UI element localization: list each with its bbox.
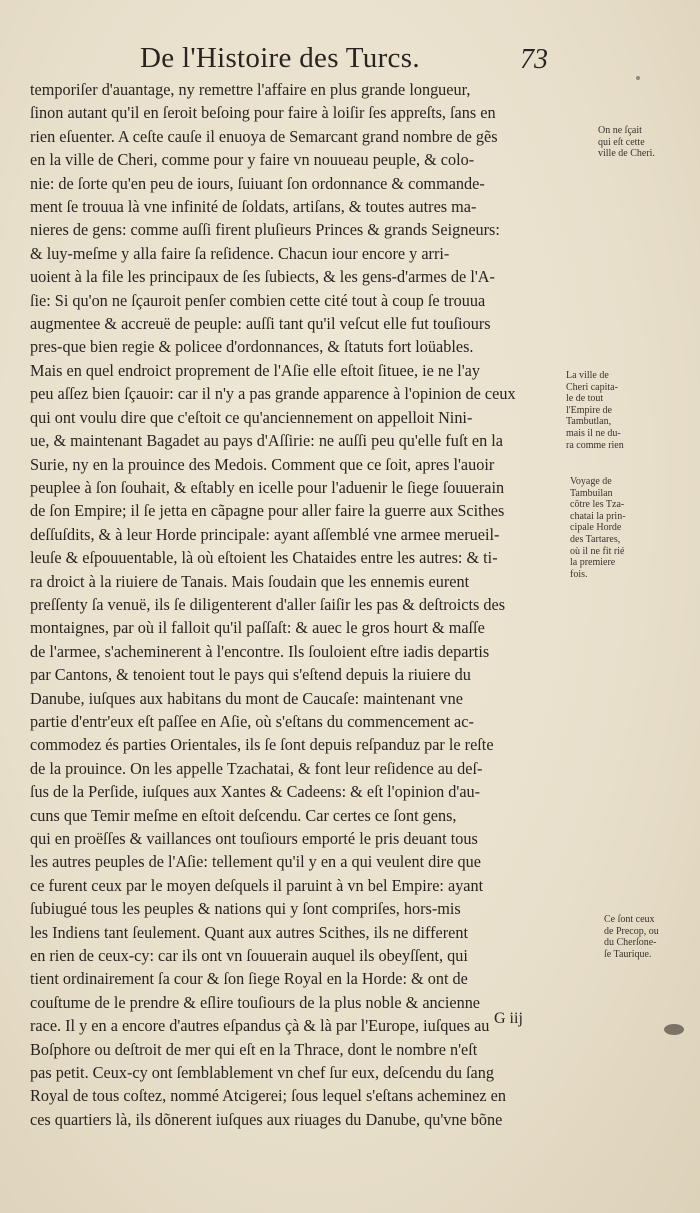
ink-stain <box>664 1024 684 1035</box>
margin-note-line: Ce ſont ceux <box>604 914 655 925</box>
text-line: peu aſſez bien ſçauoir: car il n'y a pas grande apparence à l'opinion de ceux <box>30 384 516 404</box>
text-line: Surie, ny en la prouince des Medois. Comment que ce ſoit, apres l'auoir <box>30 454 495 474</box>
text-line: ſus de la Perſide, iuſques aux Xantes & Cadeens: & eſt l'opinion d'au- <box>30 782 481 802</box>
margin-note-line: du Cherſone- <box>604 937 657 949</box>
margin-note-voyage <box>570 476 652 580</box>
margin-note-cheri <box>598 125 680 160</box>
ink-dot <box>636 76 640 80</box>
text-line: rien eſuenter. A ceſte cauſe il enuoya de Semarcant grand nombre de gẽs <box>30 126 498 146</box>
margin-note-line: la premiere <box>570 557 616 569</box>
text-line: ces quartiers là, ils dõnerent iuſques aux riuages du Danube, qu'vne bõne <box>30 1109 503 1129</box>
text-line: Mais en quel endroict proprement de l'Aſie elle eſtoit ſituee, ie ne l'ay <box>30 360 481 380</box>
margin-note-line: le de tout <box>566 393 604 405</box>
text-line: Boſphore ou deſtroit de mer qui eſt en la Thrace, dont le nombre n'eſt <box>30 1039 478 1059</box>
margin-note-line: Voyage de <box>570 476 612 487</box>
text-line: uoient à la file les principaux de ſes ſubiects, & les gens-d'armes de l'A- <box>30 267 495 287</box>
margin-note-line: fois. <box>570 568 588 580</box>
text-line: nieres de gens: comme auſſi firent pluſieurs Princes & grands Seigneurs: <box>30 220 500 240</box>
margin-note-line: Cheri capita- <box>566 381 618 393</box>
text-line: ue, & maintenant Bagadet au pays d'Aſſirie: ne auſſi peu qu'elle fuſt en la <box>30 431 504 451</box>
margin-note-line: l'Empire de <box>566 404 612 416</box>
main-text-block <box>30 78 590 1131</box>
text-line: deſſuſdits, & à leur Horde principale: ayant aſſemblé vne armee merueil- <box>30 524 500 544</box>
text-line: ment ſe trouua là vne infinité de ſoldats, artiſans, & toutes autres ma- <box>30 197 477 217</box>
margin-note-line: mais il ne du- <box>566 427 621 439</box>
margin-note-line: où il ne fit rié <box>570 545 625 557</box>
text-line: tient ordinairement ſa cour & ſon ſiege Royal en la Horde: & ont de <box>30 969 468 989</box>
text-line: en la ville de Cheri, comme pour y faire vn nouueau peuple, & colo- <box>30 150 475 170</box>
text-line: Royal de tous coſtez, nommé Atcigerei; ſous lequel s'eſtans acheminez en <box>30 1086 506 1106</box>
text-line: de la prouince. On les appelle Tzachatai, & font leur reſidence au deſ- <box>30 758 483 778</box>
text-line: pres-que bien regie & policee d'ordonnances, & ſtatuts fort loüables. <box>30 337 474 357</box>
running-header-title: De l'Histoire des Turcs. <box>140 42 420 74</box>
margin-note-line: ſe Taurique. <box>604 948 652 960</box>
text-line: montaignes, par où il falloit qu'il paſſaſt: & auec le gros hourt & maſſe <box>30 618 485 638</box>
margin-note-capital <box>566 370 648 451</box>
page-number: 73 <box>520 44 548 75</box>
text-line: les autres peuples de l'Aſie: tellement qu'il y en a qui veulent dire que <box>30 852 481 872</box>
text-line: race. Il y en a encore d'autres eſpandus çà & là par l'Europe, iuſques au <box>30 1016 490 1036</box>
text-line: ce furent ceux par le moyen deſquels il paruint à vn bel Empire: ayant <box>30 875 484 895</box>
text-line: preſſenty ſa venuë, ils ſe diligenterent d'aller ſaiſir les pas & deſtroicts des <box>30 594 506 614</box>
text-line: ſinon autant qu'il en ſeroit beſoing pour faire à loiſir ſes appreſts, ſans en <box>30 103 496 123</box>
text-line: par Cantons, & tenoient tout le pays qui s'eſtend depuis la riuiere du <box>30 665 471 685</box>
text-line: pas petit. Ceux-cy ont ſemblablement vn chef ſur eux, deſcendu du ſang <box>30 1063 495 1083</box>
text-line: qui en proëſſes & vaillances ont touſiours emporté le pris deuant tous <box>30 829 478 848</box>
margin-note-line: ville de Cheri. <box>598 148 655 160</box>
margin-note-line: On ne ſçait <box>598 125 642 136</box>
margin-note-line: cõtre les Tza- <box>570 499 625 511</box>
margin-note-line: chatai la prin- <box>570 510 626 522</box>
margin-note-line: qui eſt cette <box>598 136 645 148</box>
signature-mark: G iij <box>494 1010 523 1027</box>
text-line: en rien de ceux-cy: car ils ont vn ſouuerain auquel ils obeyſſent, qui <box>30 946 468 966</box>
text-line: temporiſer d'auantage, ny remettre l'affaire en plus grande longueur, <box>30 80 471 99</box>
text-line: Danube, iuſques aux habitans du mont de Caucaſe: maintenant vne <box>30 688 463 708</box>
text-line: couſtume de le prendre & eſlire touſiours de la plus noble & ancienne <box>30 992 481 1012</box>
margin-note-line: ra comme rien <box>566 439 624 451</box>
text-line: cuns que Temir meſme en eſtoit deſcendu. Car certes ce ſont gens, <box>30 805 457 825</box>
text-line: ſubiugué tous les peuples & nations qui y ſont compriſes, hors-mis <box>30 899 461 919</box>
margin-note-line: de Precop, ou <box>604 925 659 937</box>
text-line: leuſe & eſpouuentable, là où eſtoient les Chataides entre les autres: & ti- <box>30 548 498 568</box>
text-line: qui ont voulu dire que c'eſtoit ce qu'anciennement on appelloit Nini- <box>30 407 473 427</box>
text-line: partie d'entr'eux eſt paſſee en Aſie, où s'eſtans du commencement ac- <box>30 711 474 731</box>
text-line: ra droict à la riuiere de Tanais. Mais ſoudain que les ennemis eurent <box>30 571 470 591</box>
margin-note-line: Tambuilan <box>570 487 613 499</box>
text-line: les Indiens tant ſeulement. Quant aux autres Scithes, ils ne different <box>30 922 469 942</box>
margin-note-line: des Tartares, <box>570 533 621 545</box>
text-line: augmentee & accreuë de peuple: auſſi tant qu'il veſcut elle fut touſiours <box>30 314 491 334</box>
margin-note-line: La ville de <box>566 370 609 381</box>
text-line: de ſon Empire; il ſe jetta en cãpagne pour aller faire la guerre aux Scithes <box>30 501 505 521</box>
margin-note-precop <box>604 914 686 960</box>
text-line: commodez és parties Orientales, ils ſe ſont depuis reſpanduz par le reſte <box>30 735 494 755</box>
text-line: ſie: Si qu'on ne ſçauroit penſer combien cette cité tout à coup ſe trouua <box>30 290 486 310</box>
margin-note-line: cipale Horde <box>570 522 622 534</box>
text-line: peuplee à ſon ſouhait, & eſtably en icelle pour l'aduenir le ſiege ſouuerain <box>30 477 505 497</box>
text-line: nie: de ſorte qu'en peu de iours, ſuiuant ſon ordonnance & commande- <box>30 173 485 193</box>
margin-note-line: Tambutlan, <box>566 416 612 428</box>
text-line: & luy-meſme y alla faire ſa reſidence. Chacun iour encore y arri- <box>30 243 450 263</box>
text-line: de l'armee, s'acheminerent à l'encontre. Ils ſouloient eſtre iadis departis <box>30 641 490 661</box>
